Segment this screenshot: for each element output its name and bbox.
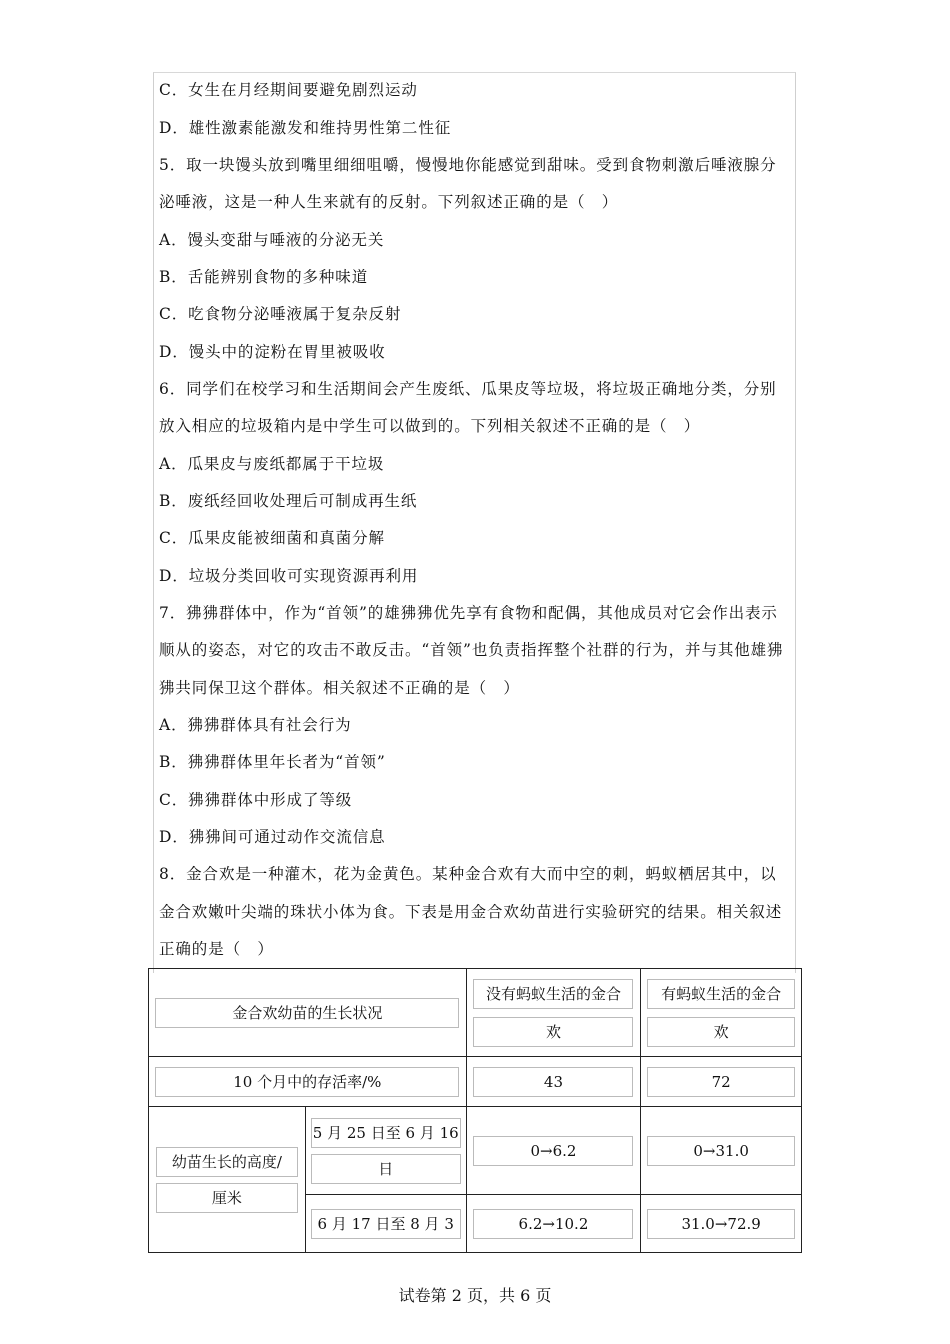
height-label: 幼苗生长的高度/ — [156, 1147, 298, 1177]
page-footer: 试卷第 2 页，共 6 页 — [398, 1286, 552, 1305]
option-d-q4: D．雄性激素能激发和维持男性第二性征 — [159, 119, 452, 137]
option-c-q6: C．瓜果皮能被细菌和真菌分解 — [159, 529, 385, 547]
question-8-cont2: 正确的是（ ） — [159, 940, 274, 958]
survival-label-cell — [149, 1057, 467, 1107]
header-label: 金合欢幼苗的生长状况 — [155, 998, 459, 1028]
col-ants-label-2: 欢 — [647, 1017, 795, 1047]
question-6-cont: 放入相应的垃圾箱内是中学生可以做到的。下列相关叙述不正确的是（ ） — [159, 417, 701, 435]
period-1-cell — [305, 1107, 466, 1195]
table-row — [149, 1107, 802, 1195]
survival-ants — [641, 1057, 802, 1107]
option-d-q5: D．馒头中的淀粉在胃里被吸收 — [159, 343, 386, 361]
period-2-no-ants — [466, 1195, 641, 1253]
option-a-q7: A．狒狒群体具有社会行为 — [159, 716, 352, 734]
option-a-q6: A．瓜果皮与废纸都属于干垃圾 — [159, 455, 385, 473]
results-table — [148, 968, 802, 1253]
period-2-label: 6 月 17 日至 8 月 3 — [311, 1209, 461, 1239]
option-b-q6: B．废纸经回收处理后可制成再生纸 — [159, 492, 418, 510]
question-8: 8．金合欢是一种灌木，花为金黄色。某种金合欢有大而中空的刺，蚂蚁栖居其中，以 — [159, 865, 777, 883]
option-b-q5: B．舌能辨别食物的多种味道 — [159, 268, 369, 286]
survival-ants-value: 72 — [647, 1067, 795, 1097]
col-ants — [641, 969, 802, 1057]
period-2-cell — [305, 1195, 466, 1253]
period-1-ants — [641, 1107, 802, 1195]
question-6: 6．同学们在校学习和生活期间会产生废纸、瓜果皮等垃圾，将垃圾正确地分类，分别 — [159, 380, 777, 398]
option-c-q4: C．女生在月经期间要避免剧烈运动 — [159, 81, 418, 99]
period-1-label: 5 月 25 日至 6 月 16 — [311, 1118, 461, 1148]
period-1-label-2: 日 — [311, 1154, 461, 1184]
period-1-no-ants — [466, 1107, 641, 1195]
option-c-q7: C．狒狒群体中形成了等级 — [159, 791, 353, 809]
height-unit: 厘米 — [156, 1183, 298, 1213]
period-1-no-ants-value: 0→6.2 — [473, 1136, 633, 1166]
survival-label: 10 个月中的存活率/% — [155, 1067, 459, 1097]
col-no-ants — [466, 969, 641, 1057]
survival-no-ants — [466, 1057, 641, 1107]
col-no-ants-label: 没有蚂蚁生活的金合 — [473, 979, 633, 1009]
period-1-ants-value: 0→31.0 — [647, 1136, 795, 1166]
question-7-cont: 顺从的姿态，对它的攻击不敢反击。“首领”也负责指挥整个社群的行为，并与其他雄狒 — [159, 641, 784, 659]
col-no-ants-label-2: 欢 — [473, 1017, 633, 1047]
survival-no-ants-value: 43 — [473, 1067, 633, 1097]
height-label-cell — [149, 1107, 306, 1253]
period-2-ants-value: 31.0→72.9 — [647, 1209, 795, 1239]
col-ants-label: 有蚂蚁生活的金合 — [647, 979, 795, 1009]
question-5-cont: 泌唾液，这是一种人生来就有的反射。下列叙述正确的是（ ） — [159, 193, 619, 211]
option-c-q5: C．吃食物分泌唾液属于复杂反射 — [159, 305, 402, 323]
period-2-ants — [641, 1195, 802, 1253]
question-8-cont: 金合欢嫩叶尖端的珠状小体为食。下表是用金合欢幼苗进行实验研究的结果。相关叙述 — [159, 903, 783, 921]
period-2-no-ants-value: 6.2→10.2 — [473, 1209, 633, 1239]
table-row — [149, 969, 802, 1057]
question-7: 7．狒狒群体中，作为“首领”的雄狒狒优先享有食物和配偶，其他成员对它会作出表示 — [159, 604, 778, 622]
option-b-q7: B．狒狒群体里年长者为“首领” — [159, 753, 386, 771]
table-row — [149, 1057, 802, 1107]
option-d-q7: D．狒狒间可通过动作交流信息 — [159, 828, 386, 846]
option-d-q6: D．垃圾分类回收可实现资源再利用 — [159, 567, 419, 585]
question-5: 5．取一块馒头放到嘴里细细咀嚼，慢慢地你能感觉到甜味。受到食物刺激后唾液腺分 — [159, 156, 777, 174]
question-7-cont2: 狒共同保卫这个群体。相关叙述不正确的是（ ） — [159, 679, 520, 697]
header-cell — [149, 969, 467, 1057]
option-a-q5: A．馒头变甜与唾液的分泌无关 — [159, 231, 385, 249]
